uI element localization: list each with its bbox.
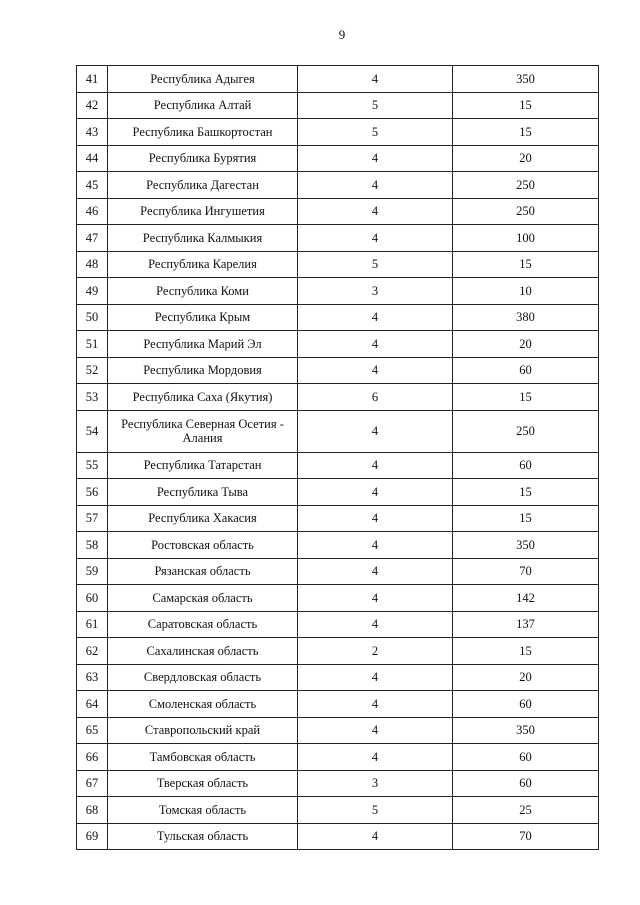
- table-row: [77, 172, 599, 199]
- value-a: 4: [298, 532, 453, 559]
- value-a: 4: [298, 452, 453, 479]
- row-number: 59: [77, 558, 108, 585]
- value-a: 3: [298, 770, 453, 797]
- table-row: [77, 145, 599, 172]
- region-name: Республика Северная Осетия - Алания: [108, 410, 298, 452]
- value-a: 4: [298, 331, 453, 358]
- region-name: Рязанская область: [108, 558, 298, 585]
- value-b: 350: [453, 532, 599, 559]
- region-name: Республика Тыва: [108, 479, 298, 506]
- row-number: 49: [77, 278, 108, 305]
- row-number: 57: [77, 505, 108, 532]
- table-row: [77, 251, 599, 278]
- table-row: [77, 66, 599, 93]
- value-a: 4: [298, 198, 453, 225]
- region-name: Республика Калмыкия: [108, 225, 298, 252]
- value-a: 4: [298, 611, 453, 638]
- value-a: 5: [298, 92, 453, 119]
- region-name: Республика Карелия: [108, 251, 298, 278]
- value-b: 250: [453, 198, 599, 225]
- value-b: 60: [453, 744, 599, 771]
- row-number: 56: [77, 479, 108, 506]
- row-number: 68: [77, 797, 108, 824]
- region-name: Тверская область: [108, 770, 298, 797]
- value-b: 60: [453, 770, 599, 797]
- table-row: [77, 198, 599, 225]
- value-a: 5: [298, 797, 453, 824]
- value-a: 3: [298, 278, 453, 305]
- region-name: Республика Крым: [108, 304, 298, 331]
- region-name: Республика Саха (Якутия): [108, 384, 298, 411]
- value-a: 4: [298, 172, 453, 199]
- row-number: 62: [77, 638, 108, 665]
- row-number: 64: [77, 691, 108, 718]
- region-name: Сахалинская область: [108, 638, 298, 665]
- value-b: 142: [453, 585, 599, 612]
- value-a: 4: [298, 691, 453, 718]
- value-a: 4: [298, 823, 453, 850]
- value-b: 350: [453, 66, 599, 93]
- row-number: 47: [77, 225, 108, 252]
- table-row: [77, 717, 599, 744]
- table-row: [77, 119, 599, 146]
- table-row: [77, 452, 599, 479]
- table-row: [77, 611, 599, 638]
- value-b: 250: [453, 410, 599, 452]
- table-row: [77, 410, 599, 452]
- table-row: [77, 585, 599, 612]
- regions-table-body: [77, 66, 599, 850]
- region-name: Республика Башкортостан: [108, 119, 298, 146]
- region-name: Республика Бурятия: [108, 145, 298, 172]
- region-name: Республика Ингушетия: [108, 198, 298, 225]
- row-number: 66: [77, 744, 108, 771]
- value-b: 20: [453, 145, 599, 172]
- table-row: [77, 357, 599, 384]
- row-number: 41: [77, 66, 108, 93]
- value-a: 4: [298, 304, 453, 331]
- value-a: 4: [298, 664, 453, 691]
- value-a: 4: [298, 717, 453, 744]
- value-a: 5: [298, 251, 453, 278]
- value-b: 15: [453, 479, 599, 506]
- region-name: Ставропольский край: [108, 717, 298, 744]
- row-number: 60: [77, 585, 108, 612]
- table-row: [77, 691, 599, 718]
- region-name: Республика Марий Эл: [108, 331, 298, 358]
- value-b: 60: [453, 691, 599, 718]
- value-a: 4: [298, 225, 453, 252]
- table-row: [77, 278, 599, 305]
- value-a: 4: [298, 66, 453, 93]
- row-number: 61: [77, 611, 108, 638]
- value-a: 4: [298, 558, 453, 585]
- row-number: 52: [77, 357, 108, 384]
- value-b: 70: [453, 823, 599, 850]
- row-number: 46: [77, 198, 108, 225]
- value-b: 100: [453, 225, 599, 252]
- value-a: 4: [298, 505, 453, 532]
- row-number: 67: [77, 770, 108, 797]
- table-row: [77, 558, 599, 585]
- region-name: Тульская область: [108, 823, 298, 850]
- table-row: [77, 92, 599, 119]
- row-number: 53: [77, 384, 108, 411]
- region-name: Томская область: [108, 797, 298, 824]
- value-a: 4: [298, 479, 453, 506]
- region-name: Республика Хакасия: [108, 505, 298, 532]
- table-row: [77, 823, 599, 850]
- value-a: 4: [298, 585, 453, 612]
- value-a: 4: [298, 410, 453, 452]
- row-number: 54: [77, 410, 108, 452]
- value-a: 4: [298, 357, 453, 384]
- row-number: 45: [77, 172, 108, 199]
- table-row: [77, 331, 599, 358]
- table-row: [77, 532, 599, 559]
- value-b: 15: [453, 92, 599, 119]
- row-number: 65: [77, 717, 108, 744]
- value-b: 60: [453, 357, 599, 384]
- region-name: Ростовская область: [108, 532, 298, 559]
- page-number: 9: [338, 27, 346, 42]
- row-number: 58: [77, 532, 108, 559]
- region-name: Смоленская область: [108, 691, 298, 718]
- value-b: 350: [453, 717, 599, 744]
- row-number: 42: [77, 92, 108, 119]
- value-b: 15: [453, 119, 599, 146]
- value-b: 15: [453, 384, 599, 411]
- table-row: [77, 384, 599, 411]
- row-number: 43: [77, 119, 108, 146]
- row-number: 50: [77, 304, 108, 331]
- value-b: 10: [453, 278, 599, 305]
- row-number: 48: [77, 251, 108, 278]
- row-number: 69: [77, 823, 108, 850]
- value-a: 4: [298, 744, 453, 771]
- region-name: Самарская область: [108, 585, 298, 612]
- region-name: Республика Дагестан: [108, 172, 298, 199]
- value-b: 15: [453, 505, 599, 532]
- table-row: [77, 304, 599, 331]
- table-row: [77, 744, 599, 771]
- value-a: 6: [298, 384, 453, 411]
- table-row: [77, 797, 599, 824]
- table-row: [77, 664, 599, 691]
- value-a: 4: [298, 145, 453, 172]
- region-name: Республика Алтай: [108, 92, 298, 119]
- value-a: 5: [298, 119, 453, 146]
- region-name: Республика Мордовия: [108, 357, 298, 384]
- table-row: [77, 225, 599, 252]
- table-row: [77, 505, 599, 532]
- row-number: 55: [77, 452, 108, 479]
- region-name: Республика Татарстан: [108, 452, 298, 479]
- value-b: 60: [453, 452, 599, 479]
- value-b: 15: [453, 251, 599, 278]
- value-b: 25: [453, 797, 599, 824]
- regions-table: [76, 65, 599, 850]
- value-b: 137: [453, 611, 599, 638]
- region-name: Тамбовская область: [108, 744, 298, 771]
- value-a: 2: [298, 638, 453, 665]
- value-b: 70: [453, 558, 599, 585]
- value-b: 250: [453, 172, 599, 199]
- region-name: Республика Адыгея: [108, 66, 298, 93]
- value-b: 380: [453, 304, 599, 331]
- region-name: Саратовская область: [108, 611, 298, 638]
- value-b: 15: [453, 638, 599, 665]
- value-b: 20: [453, 331, 599, 358]
- table-row: [77, 638, 599, 665]
- row-number: 44: [77, 145, 108, 172]
- row-number: 51: [77, 331, 108, 358]
- row-number: 63: [77, 664, 108, 691]
- table-row: [77, 479, 599, 506]
- region-name: Республика Коми: [108, 278, 298, 305]
- value-b: 20: [453, 664, 599, 691]
- table-row: [77, 770, 599, 797]
- region-name: Свердловская область: [108, 664, 298, 691]
